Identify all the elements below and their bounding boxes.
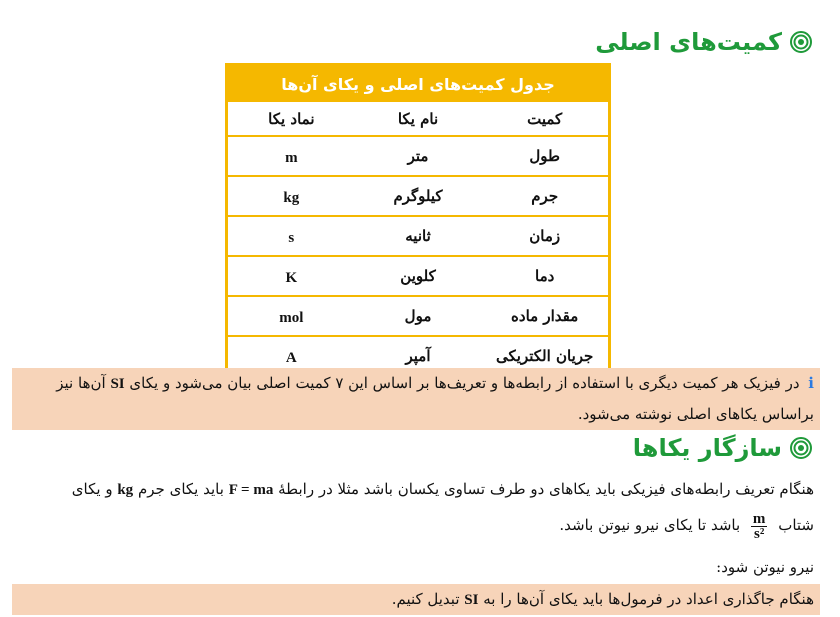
paragraph-text: باید یکای جرم — [137, 480, 224, 498]
section-title: سازگار یکاها — [632, 434, 782, 462]
units-table — [225, 63, 611, 418]
cell-unit-name: آمپر — [355, 336, 482, 376]
cell-quantity: زمان — [481, 216, 608, 256]
note-text: در فیزیک هر کمیت دیگری با استفاده از رابطه‌ها و تعریف‌ها بر اساس این ۷ کمیت اصلی بیان می‌شود و یکای — [129, 374, 800, 392]
paragraph-text: باشد تا یکای نیرو نیوتن باشد. — [559, 516, 741, 534]
cell-unit-name: متر — [355, 136, 482, 176]
table-row — [228, 136, 608, 176]
cell-unit-symbol: K — [228, 256, 355, 296]
cell-unit-symbol: mol — [228, 296, 355, 336]
paragraph-line3: نیرو نیوتن شود: — [716, 558, 814, 576]
cell-unit-name: ثانیه — [355, 216, 482, 256]
cell-unit-symbol: kg — [228, 176, 355, 216]
table-row — [228, 256, 608, 296]
table-row — [228, 296, 608, 336]
cell-unit-symbol: A — [228, 336, 355, 376]
formula: F = ma — [228, 482, 274, 498]
table-row — [228, 176, 608, 216]
note-si: SI — [464, 592, 479, 608]
fraction-m-per-s2 — [751, 512, 768, 541]
note-text-end: آن‌ها نیز — [56, 374, 106, 392]
cell-quantity: مقدار ماده — [481, 296, 608, 336]
paragraph-line2 — [12, 506, 820, 544]
fraction-numerator: m — [752, 510, 766, 527]
paragraph-line1 — [12, 474, 820, 505]
note-si: SI — [110, 376, 125, 392]
fraction-denominator: s² — [754, 525, 765, 542]
note-text: هنگام جاگذاری اعداد در فرمول‌ها باید یکای آن‌ها را به — [483, 590, 814, 608]
note-text: تبدیل کنیم. — [391, 590, 460, 608]
cell-unit-name: مول — [355, 296, 482, 336]
target-icon — [790, 437, 812, 459]
cell-unit-symbol: s — [228, 216, 355, 256]
paragraph-text: و یکای — [71, 480, 113, 498]
target-icon — [790, 31, 812, 53]
header-unit-symbol: نماد یکا — [228, 102, 355, 136]
cell-unit-name: کیلوگرم — [355, 176, 482, 216]
paragraph-text: شتاب — [778, 516, 814, 534]
section-heading-unit-consistency — [633, 434, 812, 462]
header-unit-name: نام یکا — [355, 102, 482, 136]
header-quantity: کمیت — [481, 102, 608, 136]
section-heading-main-quantities — [595, 28, 812, 56]
cell-quantity: دما — [481, 256, 608, 296]
cell-unit-name: کلوین — [355, 256, 482, 296]
note-text-line2: براساس یکاهای اصلی نوشته می‌شود. — [577, 405, 814, 423]
cell-quantity: جرم — [481, 176, 608, 216]
unit-kg: kg — [117, 482, 134, 498]
paragraph-text: هنگام تعریف رابطه‌های فیزیکی باید یکاهای دو طرف تساوی یکسان باشد مثلا در رابطهٔ — [278, 480, 814, 498]
cell-quantity: جریان الکتریکی — [481, 336, 608, 376]
cell-unit-symbol: m — [228, 136, 355, 176]
note-band-si-units — [12, 368, 820, 430]
table-row — [228, 216, 608, 256]
section-title: کمیت‌های اصلی — [595, 28, 782, 56]
table-caption: جدول کمیت‌های اصلی و یکای آن‌ها — [228, 66, 608, 102]
cell-quantity: طول — [481, 136, 608, 176]
note-band-substitution — [12, 584, 820, 615]
info-icon: ℹ — [808, 374, 814, 392]
